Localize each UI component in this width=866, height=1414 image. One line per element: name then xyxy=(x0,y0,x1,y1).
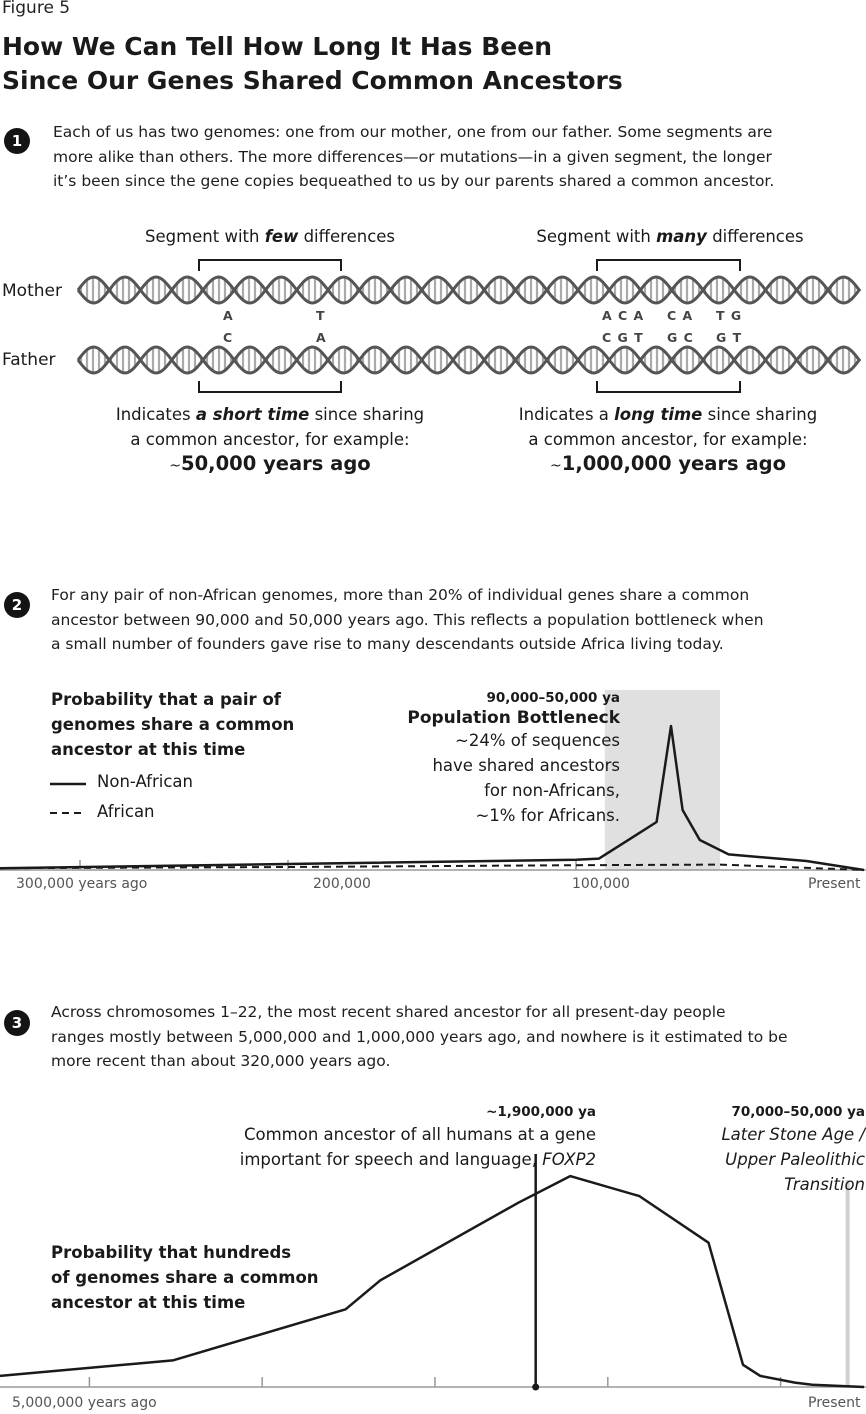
tick-label-present: Present xyxy=(808,1395,861,1411)
base-letter: A xyxy=(223,308,234,323)
foxp2-line-2-prefix: important for speech and language, xyxy=(239,1150,543,1169)
short-caption-tilde: ~ xyxy=(169,458,182,474)
base-letter: C G T xyxy=(602,330,644,345)
lsa-range: 70,000–50,000 ya xyxy=(731,1104,865,1120)
lsa-line: Upper Paleolithic xyxy=(725,1150,865,1169)
paragraph-line: more alike than others. The more differences—or mutations—in a given segment, the longer xyxy=(53,147,772,166)
chart-heading-line: genomes share a common xyxy=(51,715,295,734)
chart-heading-line: ancestor at this time xyxy=(51,740,246,759)
title-line-2: Since Our Genes Shared Common Ancestors xyxy=(2,66,623,95)
base-letter: A xyxy=(316,330,327,345)
segment-many-suffix: differences xyxy=(706,227,804,246)
paragraph-line: ranges mostly between 5,000,000 and 1,000,000 years ago, and nowhere is it estimated to be xyxy=(51,1027,788,1046)
legend-label-non-african: Non-African xyxy=(97,772,194,791)
foxp2-gene-name: FOXP2 xyxy=(542,1150,596,1169)
mother-label: Mother xyxy=(2,281,62,301)
tick-label-present: Present xyxy=(808,876,861,892)
short-caption-value xyxy=(100,452,440,475)
long-caption-prefix: Indicates a xyxy=(518,405,615,424)
segment-few-emph: few xyxy=(264,227,299,246)
foxp2-line-1: Common ancestor of all humans at a gene xyxy=(243,1125,596,1144)
base-letter: G T xyxy=(716,330,743,345)
father-dna-strand xyxy=(78,347,860,373)
tick-label-5000000: 5,000,000 years ago xyxy=(12,1395,157,1411)
segment-few-top-bracket xyxy=(199,260,341,271)
segment-many-label xyxy=(515,227,825,246)
foxp2-range: ~1,900,000 ya xyxy=(486,1104,596,1120)
paragraph-line: Across chromosomes 1–22, the most recent shared ancestor for all present-day people xyxy=(51,1003,726,1021)
lsa-line: Later Stone Age / xyxy=(721,1125,865,1144)
tick-label-100000: 100,000 xyxy=(572,876,630,892)
short-caption-line-2: a common ancestor, for example: xyxy=(130,430,410,449)
segment-many-bottom-bracket xyxy=(597,381,740,392)
figure-label: Figure 5 xyxy=(2,0,71,18)
base-letter: T G xyxy=(716,308,743,323)
paragraph-line: more recent than about 320,000 years ago. xyxy=(51,1052,391,1070)
paragraph-line: For any pair of non-African genomes, more than 20% of individual genes share a common xyxy=(51,586,750,604)
lsa-annotation xyxy=(686,1104,865,1197)
legend-label-african: African xyxy=(97,802,155,821)
segment-few-bottom-bracket xyxy=(199,381,341,392)
paragraph-line: a small number of founders gave rise to many descendants outside Africa living today. xyxy=(51,635,724,653)
x-axis-ticks xyxy=(89,1377,780,1387)
segment-many-prefix: Segment with xyxy=(536,227,657,246)
chart-2-heading xyxy=(51,1240,319,1315)
section-2-paragraph xyxy=(51,583,856,657)
bottleneck-line: ~1% for Africans. xyxy=(475,806,620,825)
long-caption-emph: long time xyxy=(614,405,703,424)
short-time-caption xyxy=(100,402,440,475)
short-caption-prefix: Indicates xyxy=(115,405,196,424)
segment-many-emph: many xyxy=(656,227,707,246)
chart-heading-line: Probability that hundreds xyxy=(51,1243,292,1262)
foxp2-marker-dot xyxy=(532,1384,539,1391)
paragraph-line: it’s been since the gene copies bequeathed to us by our parents shared a common ancestor. xyxy=(53,172,775,190)
section-3-badge: 3 xyxy=(4,1010,30,1036)
title-line-1: How We Can Tell How Long It Has Been xyxy=(2,32,552,61)
long-caption-line-2: a common ancestor, for example: xyxy=(528,430,808,449)
bottleneck-line: for non-Africans, xyxy=(484,781,620,800)
short-caption-emph: a short time xyxy=(195,405,310,424)
bottleneck-line: have shared ancestors xyxy=(432,756,620,775)
chart-heading-line: of genomes share a common xyxy=(51,1268,319,1287)
short-caption-value-text: 50,000 years ago xyxy=(181,452,371,475)
bottleneck-title: Population Bottleneck xyxy=(407,708,620,728)
long-caption-value xyxy=(498,452,838,475)
section-3-paragraph xyxy=(51,1000,856,1074)
short-caption-line-1 xyxy=(100,402,440,427)
base-letter: A C A xyxy=(602,308,645,323)
bottleneck-line: ~24% of sequences xyxy=(455,731,620,750)
chart-heading-line: Probability that a pair of xyxy=(51,690,281,709)
segment-few-prefix: Segment with xyxy=(144,227,265,246)
base-letter: C A xyxy=(667,308,694,323)
bottleneck-range: 90,000–50,000 ya xyxy=(486,690,620,706)
long-time-caption xyxy=(498,402,838,475)
base-letter: T xyxy=(316,308,326,323)
tick-label-200000: 200,000 xyxy=(313,876,371,892)
long-caption-suffix: since sharing xyxy=(702,405,818,424)
paragraph-line: ancestor between 90,000 and 50,000 years ago. This reflects a population bottleneck when xyxy=(51,610,764,629)
short-caption-suffix: since sharing xyxy=(309,405,425,424)
bottleneck-annotation xyxy=(380,690,620,828)
chart-1-heading xyxy=(51,687,294,762)
tick-label-300000: 300,000 years ago xyxy=(16,876,148,892)
father-label: Father xyxy=(2,350,56,370)
base-letter: G C xyxy=(667,330,694,345)
mother-dna-strand xyxy=(78,277,860,303)
lsa-line: Transition xyxy=(784,1175,865,1194)
long-caption-value-text: 1,000,000 years ago xyxy=(561,452,786,475)
foxp2-line-2 xyxy=(220,1147,596,1172)
segment-few-suffix: differences xyxy=(298,227,396,246)
section-1-paragraph xyxy=(53,120,853,194)
long-caption-tilde: ~ xyxy=(550,458,562,474)
section-2-badge: 2 xyxy=(4,592,30,618)
segment-many-top-bracket xyxy=(597,260,740,271)
segment-few-label xyxy=(120,227,420,246)
base-letter: C xyxy=(223,330,234,345)
chart-heading-line: ancestor at this time xyxy=(51,1293,246,1312)
page-title xyxy=(2,30,722,98)
section-1-badge: 1 xyxy=(4,128,30,154)
long-caption-line-1 xyxy=(498,402,838,427)
foxp2-annotation xyxy=(220,1104,596,1172)
paragraph-line: Each of us has two genomes: one from our mother, one from our father. Some segments are xyxy=(53,123,773,141)
